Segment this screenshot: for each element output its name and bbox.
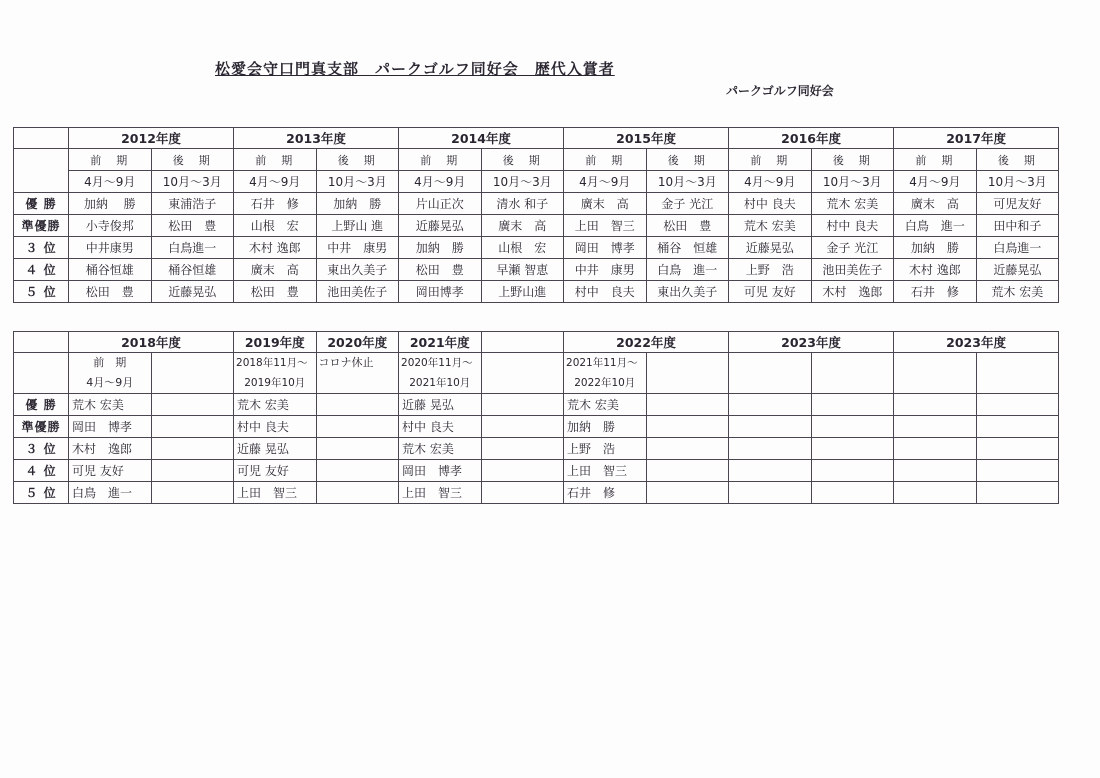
winner-name: 上野山進 — [481, 281, 564, 303]
winner-name: 中井 康男 — [564, 259, 647, 281]
winner-name: 白鳥 進一 — [894, 215, 977, 237]
winner-name: 村中 良夫 — [399, 416, 482, 438]
year-header: 2019年度 — [234, 332, 317, 353]
winner-name: 可児 友好 — [234, 460, 317, 482]
blank-cell — [481, 353, 564, 394]
winner-name: 池田美佐子 — [811, 259, 894, 281]
months-label: 4月～9月 — [86, 376, 134, 389]
months-second-label: 10月～3月 — [646, 171, 729, 193]
winner-name: 白鳥 進一 — [646, 259, 729, 281]
year-header: 2014年度 — [399, 128, 564, 149]
winner-name: 荒木 宏美 — [564, 394, 647, 416]
period-second-label: 後 期 — [811, 149, 894, 171]
period-first-label: 前 期 — [69, 149, 152, 171]
blank-cell — [976, 416, 1059, 438]
winner-name: 近藤晃弘 — [399, 215, 482, 237]
blank-cell — [151, 416, 234, 438]
rank-label: ４ 位 — [14, 460, 69, 482]
blank-cell — [729, 416, 812, 438]
winner-name: 石井 修 — [234, 193, 317, 215]
corner-cell — [14, 128, 69, 149]
rank-label: 優 勝 — [14, 394, 69, 416]
year-header: 2023年度 — [894, 332, 1059, 353]
table-row — [14, 237, 1059, 259]
corner-cell — [14, 332, 69, 353]
months-second-label: 10月～3月 — [316, 171, 399, 193]
winner-name: 清水 和子 — [481, 193, 564, 215]
table-row — [14, 460, 1059, 482]
winner-name: 松田 豊 — [69, 281, 152, 303]
winner-name: 松田 豊 — [234, 281, 317, 303]
blank-cell — [976, 438, 1059, 460]
winners-table-2018-2023 — [13, 331, 1059, 504]
winner-name: 小寺俊邦 — [69, 215, 152, 237]
winner-name: 上野 浩 — [564, 438, 647, 460]
blank-cell — [151, 438, 234, 460]
winner-name: 中井康男 — [69, 237, 152, 259]
blank-cell — [811, 394, 894, 416]
months-first-label: 4月～9月 — [894, 171, 977, 193]
winner-name: 廣末 高 — [564, 193, 647, 215]
period-start: 2020年11月～ — [401, 357, 473, 369]
winner-name: 松田 豊 — [151, 215, 234, 237]
winner-name: 桶谷恒雄 — [69, 259, 152, 281]
blank-cell — [811, 460, 894, 482]
winners-table-2012-2017 — [13, 127, 1059, 303]
rank-label: ５ 位 — [14, 281, 69, 303]
winner-name: 木村 逸郎 — [894, 259, 977, 281]
period-label: 前 期 — [93, 356, 127, 369]
rank-label: ５ 位 — [14, 482, 69, 504]
year-header: 2013年度 — [234, 128, 399, 149]
blank-cell — [976, 460, 1059, 482]
blank-cell — [894, 438, 977, 460]
year-header: 2016年度 — [729, 128, 894, 149]
blank-cell — [151, 353, 234, 394]
rank-label: 準優勝 — [14, 215, 69, 237]
year-header: 2018年度 — [69, 332, 234, 353]
corner-cell — [14, 353, 69, 394]
months-first-label: 4月～9月 — [234, 171, 317, 193]
period-first-label: 前 期 — [564, 149, 647, 171]
winner-name: 金子 光江 — [646, 193, 729, 215]
winner-name: 荒木 宏美 — [811, 193, 894, 215]
winner-name: 白鳥進一 — [151, 237, 234, 259]
winner-name: 上田 智三 — [564, 215, 647, 237]
blank-cell — [481, 332, 564, 353]
covid-suspension-cell: コロナ休止 — [316, 353, 399, 394]
blank-cell — [481, 438, 564, 460]
winner-name: 近藤晃弘 — [729, 237, 812, 259]
winner-name: 荒木 宏美 — [234, 394, 317, 416]
winner-name: 山根 宏 — [234, 215, 317, 237]
months-first-label: 4月～9月 — [69, 171, 152, 193]
winner-name: 木村 逸郎 — [234, 237, 317, 259]
winner-name: 近藤 晃弘 — [234, 438, 317, 460]
period-second-label: 後 期 — [151, 149, 234, 171]
winner-name: 桶谷恒雄 — [151, 259, 234, 281]
blank-cell — [481, 394, 564, 416]
organization-name: パークゴルフ同好会 — [726, 84, 834, 98]
winner-name: 荒木 宏美 — [69, 394, 152, 416]
months-first-label: 4月～9月 — [729, 171, 812, 193]
winner-name: 廣末 高 — [894, 193, 977, 215]
winner-name: 白鳥進一 — [976, 237, 1059, 259]
blank-cell — [976, 482, 1059, 504]
year-header: 2023年度 — [729, 332, 894, 353]
winner-name: 加納 勝 — [316, 193, 399, 215]
table-row — [14, 394, 1059, 416]
winner-name: 松田 豊 — [399, 259, 482, 281]
blank-cell — [316, 460, 399, 482]
blank-cell — [729, 438, 812, 460]
blank-cell — [729, 394, 812, 416]
blank-cell — [646, 353, 729, 394]
year-header: 2015年度 — [564, 128, 729, 149]
months-first-label: 4月～9月 — [399, 171, 482, 193]
winner-name: 金子 光江 — [811, 237, 894, 259]
blank-cell — [976, 353, 1059, 394]
winner-name: 白鳥 進一 — [69, 482, 152, 504]
blank-cell — [811, 438, 894, 460]
months-second-label: 10月～3月 — [811, 171, 894, 193]
winner-name: 桶谷 恒雄 — [646, 237, 729, 259]
year-header: 2020年度 — [316, 332, 399, 353]
page-title: 松愛会守口門真支部 パークゴルフ同好会 歴代入賞者 — [215, 60, 615, 78]
year-header: 2022年度 — [564, 332, 729, 353]
blank-cell — [316, 394, 399, 416]
winner-name: 上田 智三 — [399, 482, 482, 504]
winner-name: 石井 修 — [894, 281, 977, 303]
winner-name: 村中 良夫 — [234, 416, 317, 438]
winner-name: 松田 豊 — [646, 215, 729, 237]
year-header: 2021年度 — [399, 332, 482, 353]
winner-name: 上田 智三 — [564, 460, 647, 482]
winner-name: 田中和子 — [976, 215, 1059, 237]
period-second-label: 後 期 — [646, 149, 729, 171]
blank-cell — [894, 416, 977, 438]
winner-name: 東出久美子 — [316, 259, 399, 281]
rank-label: ３ 位 — [14, 438, 69, 460]
blank-cell — [316, 482, 399, 504]
winner-name: 可児 友好 — [729, 281, 812, 303]
winner-name: 上田 智三 — [234, 482, 317, 504]
blank-cell — [151, 460, 234, 482]
period-end: 2019年10月 — [244, 377, 306, 389]
rank-label: 優 勝 — [14, 193, 69, 215]
period-end: 2022年10月 — [574, 377, 636, 389]
period-second-label: 後 期 — [976, 149, 1059, 171]
blank-cell — [646, 416, 729, 438]
blank-cell — [646, 482, 729, 504]
period-cell-2019 — [234, 353, 317, 394]
winner-name: 片山正次 — [399, 193, 482, 215]
period-cell-2021 — [399, 353, 482, 394]
blank-cell — [151, 394, 234, 416]
blank-cell — [481, 416, 564, 438]
blank-cell — [811, 416, 894, 438]
corner-cell — [14, 149, 69, 193]
blank-cell — [894, 353, 977, 394]
winner-name: 可児友好 — [976, 193, 1059, 215]
months-second-label: 10月～3月 — [976, 171, 1059, 193]
blank-cell — [811, 482, 894, 504]
period-first-label: 前 期 — [894, 149, 977, 171]
winner-name: 廣末 高 — [234, 259, 317, 281]
winner-name: 山根 宏 — [481, 237, 564, 259]
winner-name: 岡田 博孝 — [564, 237, 647, 259]
winner-name: 木村 逸郎 — [69, 438, 152, 460]
blank-cell — [481, 482, 564, 504]
winner-name: 上野山 進 — [316, 215, 399, 237]
period-first-label: 前 期 — [234, 149, 317, 171]
table-row — [14, 438, 1059, 460]
period-end: 2021年10月 — [409, 377, 471, 389]
winner-name: 早瀬 智恵 — [481, 259, 564, 281]
winner-name: 岡田 博孝 — [69, 416, 152, 438]
year-header: 2012年度 — [69, 128, 234, 149]
winner-name: 中井 康男 — [316, 237, 399, 259]
rank-label: ４ 位 — [14, 259, 69, 281]
winner-name: 近藤晃弘 — [151, 281, 234, 303]
blank-cell — [811, 353, 894, 394]
blank-cell — [894, 460, 977, 482]
period-cell-2018 — [69, 353, 152, 394]
table-row — [14, 482, 1059, 504]
winner-name: 荒木 宏美 — [976, 281, 1059, 303]
winner-name: 木村 逸郎 — [811, 281, 894, 303]
blank-cell — [729, 460, 812, 482]
table-row — [14, 215, 1059, 237]
winner-name: 村中 良夫 — [811, 215, 894, 237]
blank-cell — [646, 394, 729, 416]
blank-cell — [894, 482, 977, 504]
winner-name: 石井 修 — [564, 482, 647, 504]
winner-name: 東出久美子 — [646, 281, 729, 303]
months-first-label: 4月～9月 — [564, 171, 647, 193]
table-row — [14, 416, 1059, 438]
period-second-label: 後 期 — [316, 149, 399, 171]
winner-name: 廣末 高 — [481, 215, 564, 237]
winner-name: 上野 浩 — [729, 259, 812, 281]
period-first-label: 前 期 — [399, 149, 482, 171]
blank-cell — [646, 460, 729, 482]
period-start: 2021年11月～ — [566, 357, 638, 369]
winner-name: 岡田博孝 — [399, 281, 482, 303]
blank-cell — [894, 394, 977, 416]
blank-cell — [316, 438, 399, 460]
blank-cell — [646, 438, 729, 460]
period-first-label: 前 期 — [729, 149, 812, 171]
winner-name: 近藤晃弘 — [976, 259, 1059, 281]
year-header: 2017年度 — [894, 128, 1059, 149]
period-second-label: 後 期 — [481, 149, 564, 171]
blank-cell — [481, 460, 564, 482]
blank-cell — [729, 353, 812, 394]
winner-name: 加納 勝 — [564, 416, 647, 438]
rank-label: ３ 位 — [14, 237, 69, 259]
rank-label: 準優勝 — [14, 416, 69, 438]
winner-name: 池田美佐子 — [316, 281, 399, 303]
period-start: 2018年11月～ — [236, 357, 308, 369]
winner-name: 東浦浩子 — [151, 193, 234, 215]
blank-cell — [976, 394, 1059, 416]
winner-name: 可児 友好 — [69, 460, 152, 482]
winner-name: 村中 良夫 — [729, 193, 812, 215]
winner-name: 荒木 宏美 — [399, 438, 482, 460]
blank-cell — [316, 416, 399, 438]
winner-name: 荒木 宏美 — [729, 215, 812, 237]
table-row — [14, 193, 1059, 215]
months-second-label: 10月～3月 — [151, 171, 234, 193]
winner-name: 加納 勝 — [399, 237, 482, 259]
period-cell-2022 — [564, 353, 647, 394]
winner-name: 村中 良夫 — [564, 281, 647, 303]
table-row — [14, 281, 1059, 303]
table-row — [14, 259, 1059, 281]
winner-name: 岡田 博孝 — [399, 460, 482, 482]
winner-name: 加納 勝 — [69, 193, 152, 215]
winner-name: 近藤 晃弘 — [399, 394, 482, 416]
winner-name: 加納 勝 — [894, 237, 977, 259]
blank-cell — [151, 482, 234, 504]
blank-cell — [729, 482, 812, 504]
months-second-label: 10月～3月 — [481, 171, 564, 193]
